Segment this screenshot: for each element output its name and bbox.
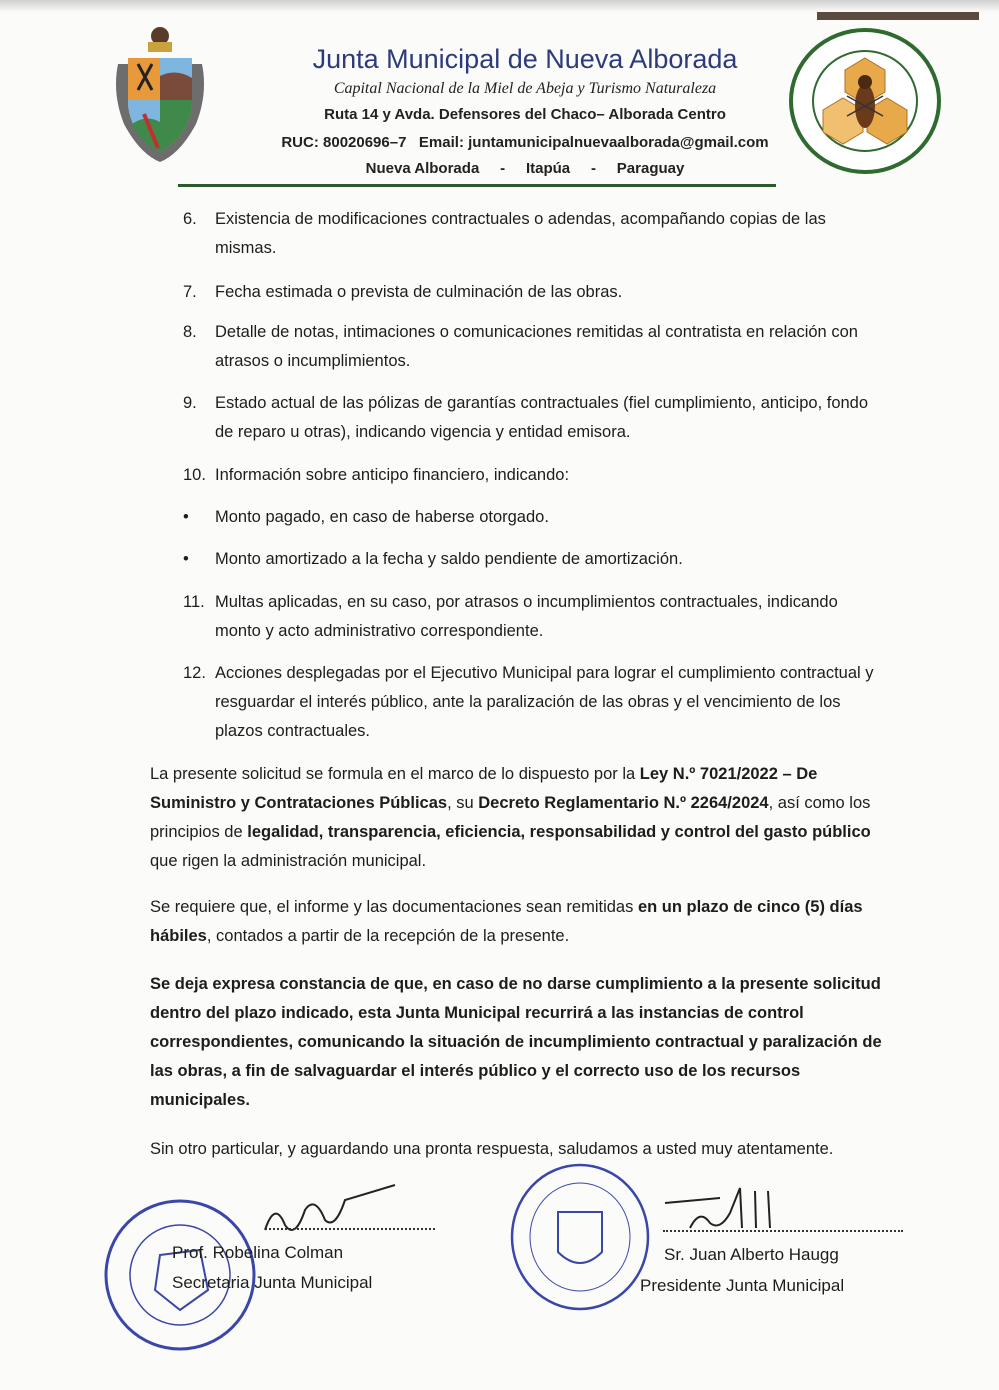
institution-subtitle: Capital Nacional de la Miel de Abeja y Turismo Naturaleza bbox=[333, 80, 717, 97]
item-text: Estado actual de las pólizas de garantías contractuales (fiel cumplimiento, anticipo, fondo de reparo u otras), indicando vigencia y entidad emisora. bbox=[215, 394, 869, 441]
text-run: que rigen la administración municipal. bbox=[150, 852, 427, 870]
secretary-name: Prof. Robelina Colman bbox=[172, 1243, 344, 1262]
signature-line bbox=[663, 1230, 903, 1232]
legal-basis-paragraph bbox=[150, 760, 900, 876]
text-run: , su bbox=[447, 794, 479, 812]
item-text: Multas aplicadas, en su caso, por atrasos o incumplimientos contractuales, indicando monto y acto administrativo correspondiente. bbox=[215, 593, 838, 640]
text-run: , así como los principios de bbox=[150, 794, 871, 841]
institution-ruc-email: RUC: 80020696–7 Email: juntamunicipalnuevaalborada@gmail.com bbox=[281, 134, 769, 151]
president-stamp-icon bbox=[508, 1162, 652, 1312]
president-signature-icon bbox=[660, 1183, 810, 1233]
bullet-icon: • bbox=[183, 508, 189, 526]
deadline-term: en un plazo de cinco (5) días hábiles bbox=[150, 898, 863, 945]
item-number: 11. bbox=[183, 593, 205, 611]
signature-line bbox=[265, 1228, 435, 1230]
item-text: Detalle de notas, intimaciones o comunicaciones remitidas al contratista en relación con atrasos o incumplimientos. bbox=[215, 323, 858, 370]
district-seal-icon bbox=[787, 26, 943, 176]
warning-paragraph: Se deja expresa constancia de que, en caso de no darse cumplimiento a la presente solicitud dentro del plazo indicado, esta Junta Municipal recurrirá a las instancias de control correspondientes, comunicando la situación de incumplimiento contractual y paralización de las obras, a fin de salvaguardar el interés público y el correcto uso de los recursos municipales. bbox=[150, 975, 882, 1109]
closing-paragraph: Sin otro particular, y aguardando una pronta respuesta, saludamos a usted muy atentamente. bbox=[150, 1140, 834, 1158]
item-number: 7. bbox=[183, 283, 197, 301]
item-text: Existencia de modificaciones contractuales o adendas, acompañando copias de las mismas. bbox=[215, 210, 826, 257]
item-number: 9. bbox=[183, 394, 197, 412]
institution-address: Ruta 14 y Avda. Defensores del Chaco– Alborada Centro bbox=[324, 106, 726, 123]
text-run: La presente solicitud se formula en el marco de lo dispuesto por la bbox=[150, 765, 640, 783]
item-number: 6. bbox=[183, 210, 197, 228]
item-text: Monto pagado, en caso de haberse otorgado. bbox=[215, 508, 549, 526]
institution-title: Junta Municipal de Nueva Alborada bbox=[312, 44, 738, 74]
president-role: Presidente Junta Municipal bbox=[640, 1276, 845, 1295]
item-text: Fecha estimada o prevista de culminación de las obras. bbox=[215, 283, 623, 301]
coat-of-arms-icon bbox=[110, 24, 210, 164]
item-number: 8. bbox=[183, 323, 197, 341]
item-number: 10. bbox=[183, 466, 206, 484]
header-divider bbox=[178, 184, 776, 187]
president-name: Sr. Juan Alberto Haugg bbox=[664, 1245, 839, 1264]
scan-edge-mark bbox=[817, 12, 979, 20]
item-text: Monto amortizado a la fecha y saldo pendiente de amortización. bbox=[215, 550, 683, 568]
text-run: , contados a partir de la recepción de la presente. bbox=[206, 927, 570, 945]
deadline-paragraph bbox=[150, 893, 900, 951]
decree-reference: Decreto Reglamentario N.º 2264/2024 bbox=[478, 794, 769, 812]
text-run: Se requiere que, el informe y las documentaciones sean remitidas bbox=[150, 898, 638, 916]
scan-edge-shadow bbox=[0, 0, 999, 12]
item-text: Información sobre anticipo financiero, indicando: bbox=[215, 466, 570, 484]
item-text: Acciones desplegadas por el Ejecutivo Municipal para lograr el cumplimiento contractual y resguardar el interés público, ante la paralización de las obras y el vencimiento de los plazos contractuales. bbox=[215, 664, 874, 740]
principles: legalidad, transparencia, eficiencia, responsabilidad y control del gasto público bbox=[247, 823, 871, 841]
law-reference: Ley N.º 7021/2022 – De Suministro y Contrataciones Públicas bbox=[150, 765, 818, 812]
item-number: 12. bbox=[183, 664, 206, 682]
secretary-role: Secretaria Junta Municipal bbox=[172, 1273, 373, 1292]
bullet-icon: • bbox=[183, 550, 189, 568]
institution-location: Nueva Alborada - Itapúa - Paraguay bbox=[365, 160, 685, 177]
